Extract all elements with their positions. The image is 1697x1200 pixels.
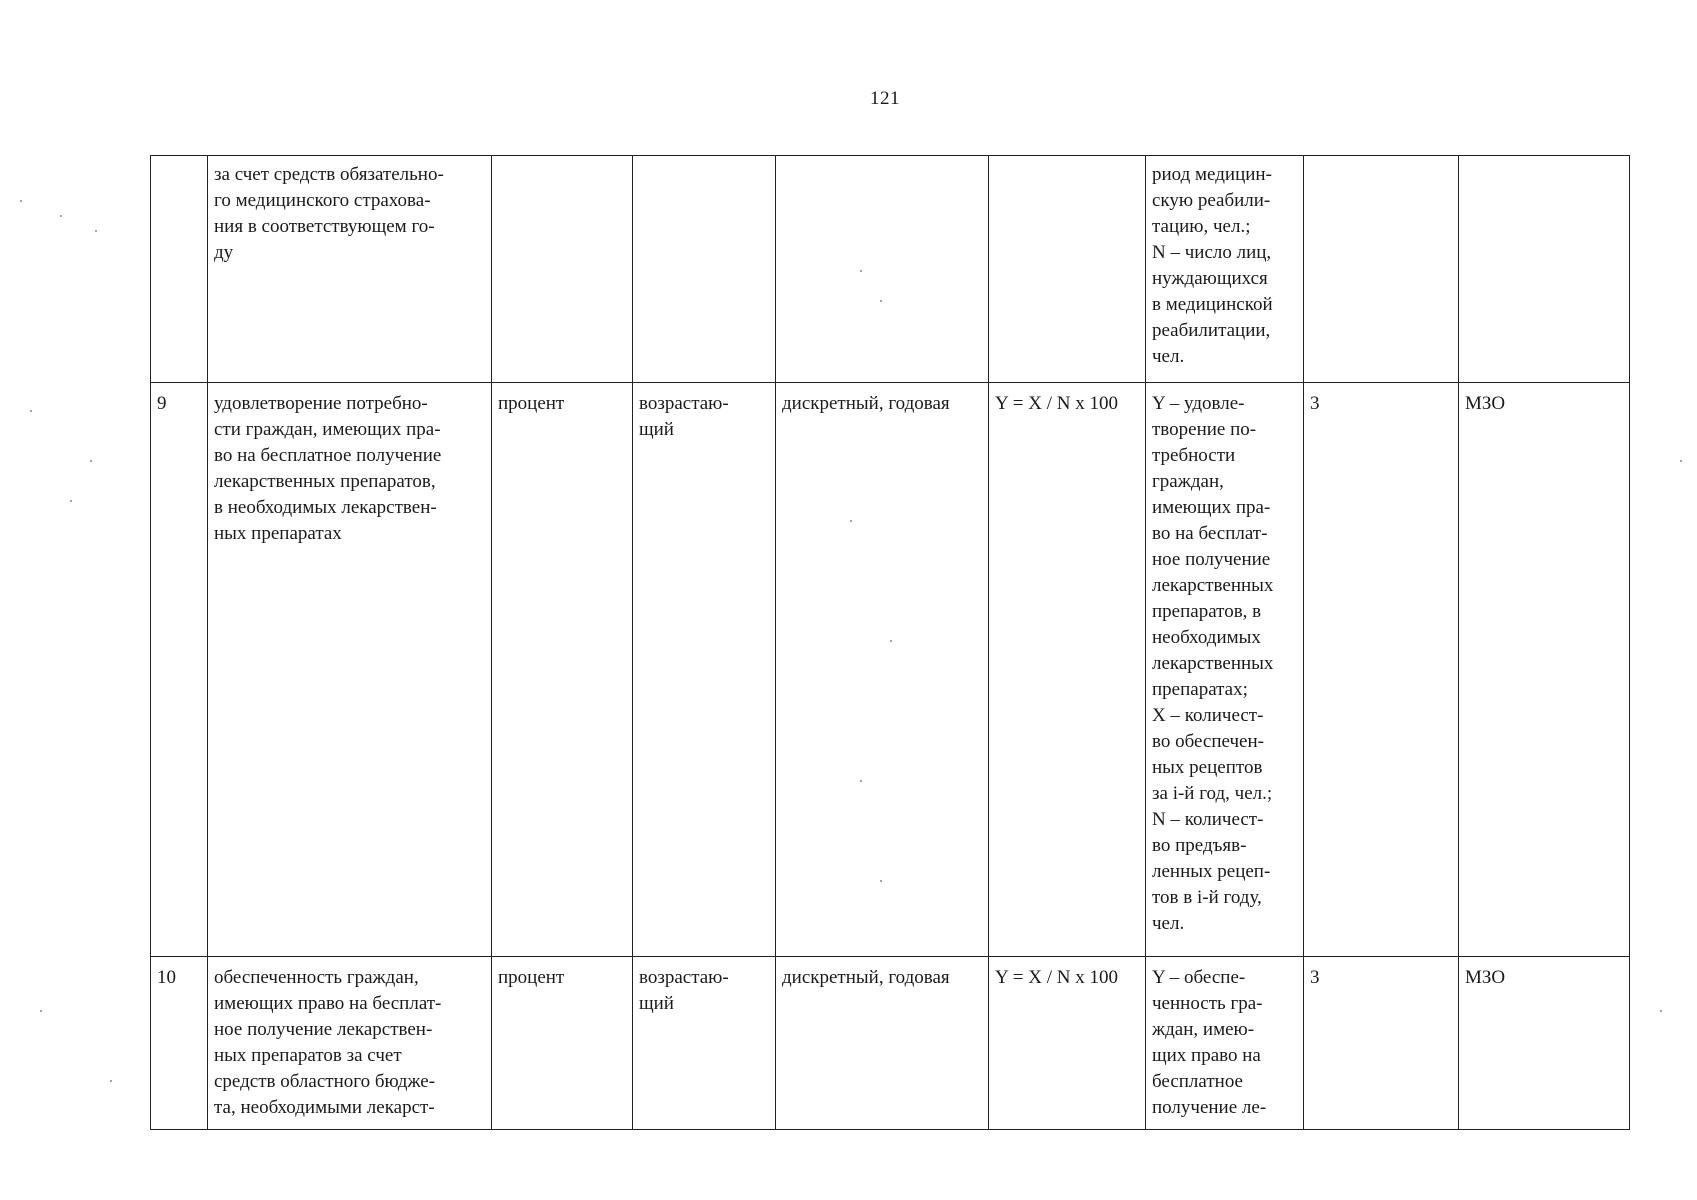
- indicator-type-cell: [776, 156, 989, 383]
- formula-cell: Y = X / N x 100: [989, 383, 1146, 957]
- table-row: [151, 957, 1630, 1130]
- indicators-table: [150, 155, 1630, 1130]
- unit-cell: [492, 156, 633, 383]
- indicator-name-cell: удовлетворение потребно- сти граждан, имеющих пра- во на бесплатное получение лекарственных препаратов, в необходимых лекарствен- ных препаратах: [208, 383, 492, 957]
- table-row: [151, 383, 1630, 957]
- indicator-type-cell: дискретный, годовая: [776, 383, 989, 957]
- unit-cell: процент: [492, 383, 633, 957]
- formula-cell: [989, 156, 1146, 383]
- source-cell: [1304, 156, 1459, 383]
- table-row: [151, 156, 1630, 383]
- unit-cell: процент: [492, 957, 633, 1130]
- page-number: 121: [870, 88, 900, 109]
- source-cell: 3: [1304, 957, 1459, 1130]
- row-number-cell: 9: [151, 383, 208, 957]
- indicator-name-cell: обеспеченность граждан, имеющих право на бесплат- ное получение лекарствен- ных препаратов за счет средств областного бюдже- та, необходимыми лекарст-: [208, 957, 492, 1130]
- trend-cell: возрастаю- щий: [633, 383, 776, 957]
- formula-cell: Y = X / N x 100: [989, 957, 1146, 1130]
- indicator-name-cell: за счет средств обязательно- го медицинского страхова- ния в соответствующем го- ду: [208, 156, 492, 383]
- responsible-cell: МЗО: [1459, 383, 1630, 957]
- description-cell: Y – удовле- творение по- требности граждан, имеющих пра- во на бесплат- ное получение лекарственных препаратов, в необходимых лекарственных препаратах; X – количест- во обеспечен- ных рецептов за i-й год, чел.; N – количест- во предъяв- ленных рецеп- тов в i-й году, чел.: [1146, 383, 1304, 957]
- trend-cell: [633, 156, 776, 383]
- row-number-cell: 10: [151, 957, 208, 1130]
- description-cell: риод медицин- скую реабили- тацию, чел.; N – число лиц, нуждающихся в медицинской реабилитации, чел.: [1146, 156, 1304, 383]
- trend-cell: возрастаю- щий: [633, 957, 776, 1130]
- description-cell: Y – обеспе- ченность гра- ждан, имею- щих право на бесплатное получение ле-: [1146, 957, 1304, 1130]
- source-cell: 3: [1304, 383, 1459, 957]
- row-number-cell: [151, 156, 208, 383]
- indicator-type-cell: дискретный, годовая: [776, 957, 989, 1130]
- responsible-cell: МЗО: [1459, 957, 1630, 1130]
- responsible-cell: [1459, 156, 1630, 383]
